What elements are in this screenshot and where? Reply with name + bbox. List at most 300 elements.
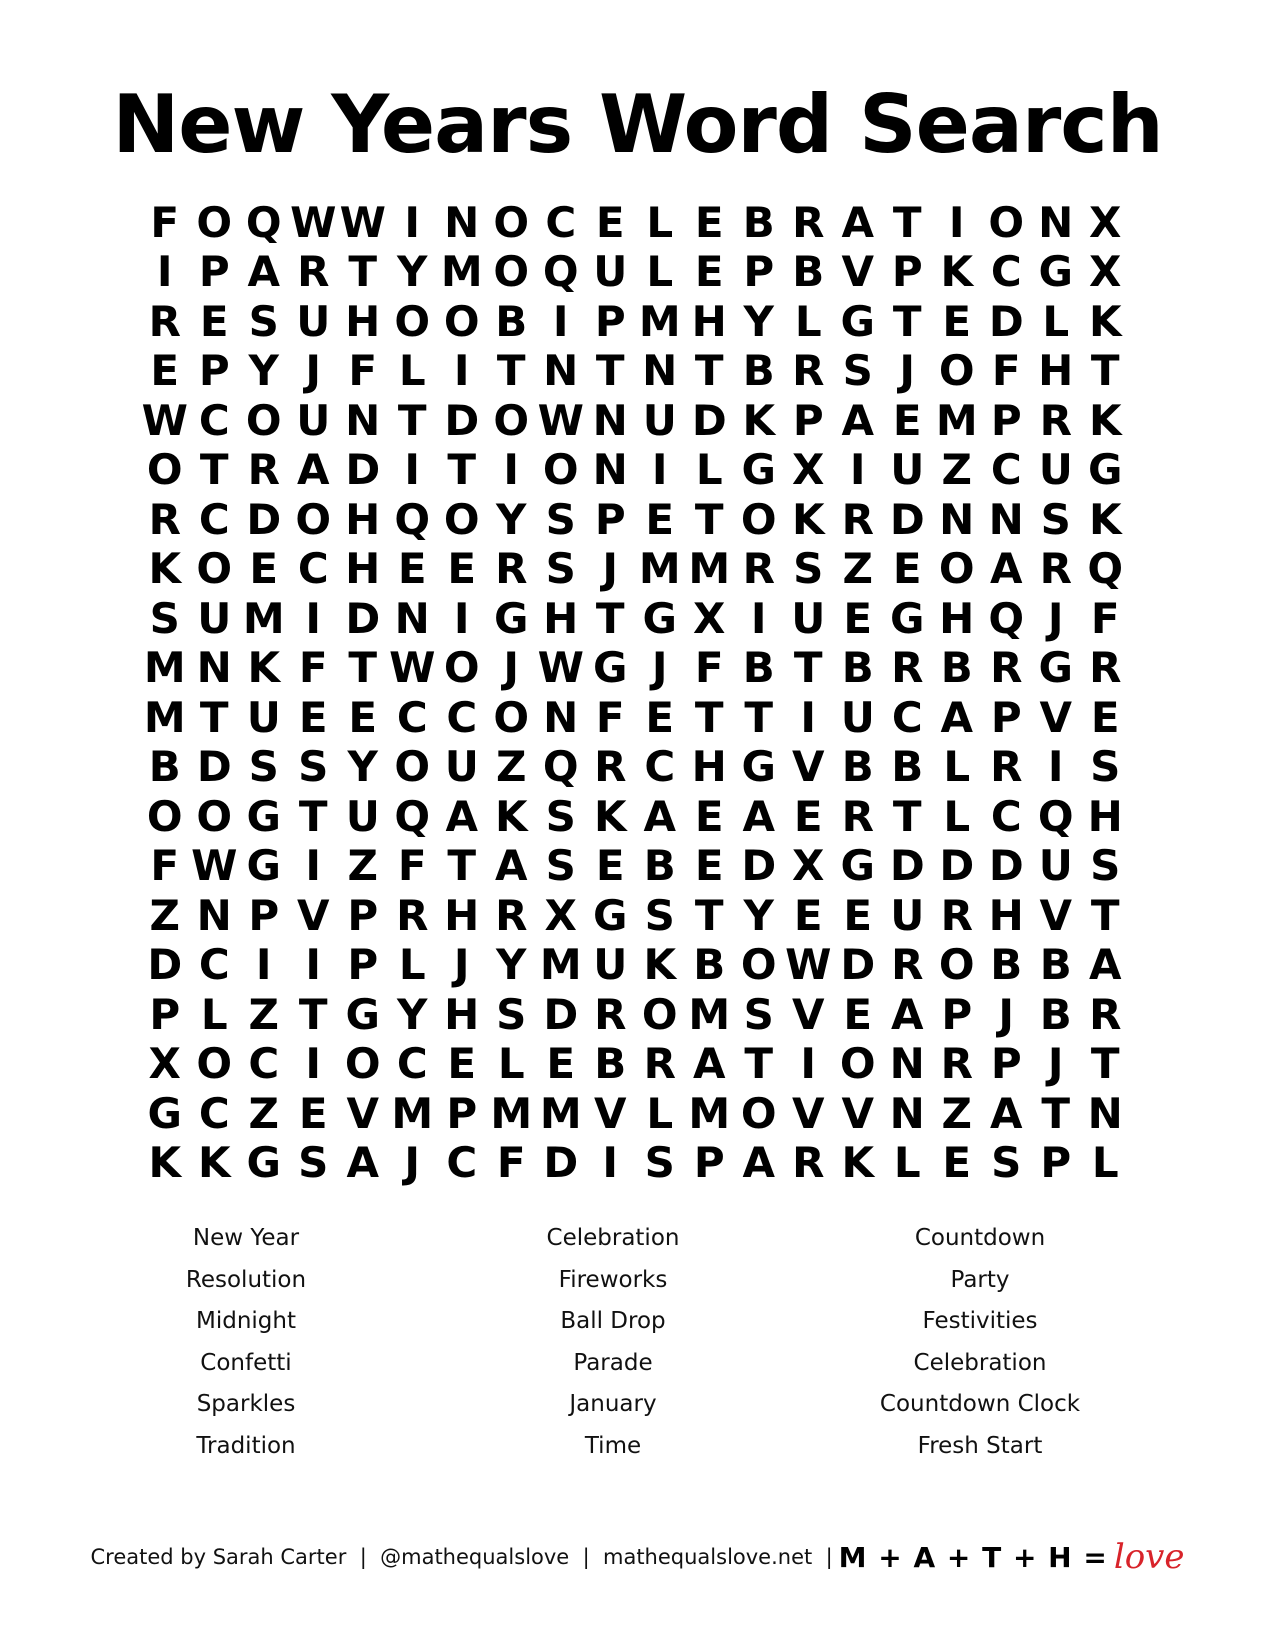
grid-letter: L	[646, 197, 674, 247]
grid-letter: R	[792, 197, 825, 247]
grid-letter: E	[595, 197, 625, 247]
grid-letter: M	[539, 1088, 582, 1138]
grid-letter: T	[744, 692, 774, 742]
grid-letter: Z	[248, 1088, 279, 1138]
grid-letter: B	[1039, 940, 1072, 990]
grid-letter: F	[694, 643, 724, 693]
grid-letter: H	[345, 296, 381, 346]
grid-letter: E	[892, 544, 922, 594]
grid-letter: O	[938, 346, 975, 396]
grid-letter: W	[191, 841, 238, 891]
word-bank-item: Countdown Clock	[879, 1391, 1081, 1417]
grid-letter: E	[348, 692, 378, 742]
grid-letter: G	[246, 1138, 281, 1188]
grid-letter: C	[891, 692, 923, 742]
grid-letter: C	[198, 1088, 230, 1138]
grid-letter: I	[602, 1138, 619, 1188]
grid-letter: S	[298, 1138, 329, 1188]
grid-letter: N	[988, 494, 1024, 544]
grid-letter: H	[1038, 346, 1074, 396]
grid-letter: G	[147, 1088, 182, 1138]
grid-letter: H	[444, 989, 480, 1039]
grid-letter: S	[545, 494, 576, 544]
grid-letter: G	[840, 841, 875, 891]
grid-letter: T	[892, 197, 922, 247]
grid-letter: K	[1088, 296, 1122, 346]
grid-letter: R	[990, 742, 1023, 792]
grid-letter: N	[196, 643, 232, 693]
grid-letter: I	[1047, 742, 1064, 792]
grid-letter: G	[345, 989, 380, 1039]
grid-letter: O	[740, 494, 777, 544]
grid-letter: C	[297, 544, 329, 594]
grid-letter: T	[595, 593, 625, 643]
grid-letter: E	[694, 197, 724, 247]
grid-letter: I	[552, 296, 569, 346]
grid-letter: M	[143, 692, 186, 742]
grid-letter: P	[198, 247, 230, 297]
grid-letter: Y	[397, 247, 428, 297]
grid-letter: C	[396, 692, 428, 742]
word-bank-item: Fireworks	[558, 1266, 668, 1293]
word-bank-item: Sparkles	[196, 1391, 296, 1417]
grid-letter: E	[447, 544, 477, 594]
grid-letter: L	[646, 247, 674, 297]
grid-letter: A	[940, 692, 973, 742]
grid-letter: T	[348, 643, 378, 693]
grid-letter: O	[196, 197, 233, 247]
grid-letter: H	[345, 544, 381, 594]
grid-letter: I	[948, 197, 965, 247]
grid-letter: S	[644, 890, 675, 940]
grid-letter: R	[495, 890, 528, 940]
grid-letter: E	[942, 296, 972, 346]
word-column	[66, 1218, 426, 1467]
grid-letter: T	[595, 346, 625, 396]
grid-letter: T	[447, 445, 477, 495]
grid-letter: E	[843, 890, 873, 940]
grid-letter: G	[1038, 643, 1073, 693]
grid-letter: M	[688, 544, 731, 594]
grid-letter: T	[1090, 890, 1120, 940]
grid-letter: Z	[941, 1088, 972, 1138]
logo-letters: M + A + T + H =	[838, 1540, 1108, 1574]
grid-letter: I	[651, 445, 668, 495]
grid-letter: K	[1088, 494, 1122, 544]
grid-letter: L	[1091, 1138, 1119, 1188]
grid-letter: G	[494, 593, 529, 643]
grid-letter: O	[443, 296, 480, 346]
grid-letter: Y	[496, 940, 527, 990]
grid-letter: P	[198, 346, 230, 396]
grid-letter: P	[1040, 1138, 1072, 1188]
grid-letter: W	[290, 197, 337, 247]
word-bank-item: Celebration	[546, 1225, 680, 1251]
grid-letter: S	[545, 544, 576, 594]
grid-letter: A	[494, 841, 528, 891]
grid-letter: Q	[542, 247, 579, 297]
grid-letter: G	[840, 296, 875, 346]
grid-letter: D	[691, 395, 727, 445]
grid-letter: K	[1088, 395, 1122, 445]
grid-letter: R	[792, 1138, 825, 1188]
grid-letter: B	[940, 643, 973, 693]
grid-letter: C	[990, 445, 1022, 495]
grid-letter: Y	[347, 742, 378, 792]
grid-letter: T	[1090, 346, 1120, 396]
grid-letter: L	[695, 445, 723, 495]
grid-letter: N	[1038, 197, 1074, 247]
grid-letter: N	[939, 494, 975, 544]
grid-letter: E	[199, 296, 229, 346]
grid-letter: E	[645, 494, 675, 544]
grid-letter: A	[841, 395, 874, 445]
grid-letter: C	[248, 1039, 280, 1089]
grid-letter: M	[539, 940, 582, 990]
grid-letter: E	[892, 395, 922, 445]
grid-letter: P	[990, 395, 1022, 445]
grid-letter: S	[1090, 742, 1121, 792]
grid-letter: W	[389, 643, 436, 693]
grid-letter: R	[396, 890, 429, 940]
grid-letter: U	[642, 395, 677, 445]
grid-letter: P	[248, 890, 280, 940]
grid-letter: H	[345, 494, 381, 544]
grid-letter: E	[843, 593, 873, 643]
word-bank-item: Countdown	[914, 1225, 1046, 1251]
grid-letter: L	[398, 940, 426, 990]
grid-letter: O	[493, 197, 530, 247]
grid-letter: C	[198, 395, 230, 445]
grid-letter: V	[296, 890, 330, 940]
grid-letter: O	[938, 940, 975, 990]
grid-letter: V	[1039, 692, 1072, 742]
grid-letter: T	[1090, 1039, 1120, 1089]
grid-letter: R	[594, 742, 627, 792]
grid-letter: O	[542, 445, 579, 495]
grid-letter: U	[840, 692, 875, 742]
grid-letter: S	[793, 544, 824, 594]
letter-grid	[140, 198, 1130, 1188]
grid-letter: X	[792, 841, 825, 891]
grid-letter: V	[841, 1088, 874, 1138]
grid-letter: U	[197, 593, 232, 643]
grid-letter: U	[444, 742, 479, 792]
grid-letter: O	[394, 742, 431, 792]
grid-letter: O	[493, 692, 530, 742]
grid-letter: X	[693, 593, 726, 643]
grid-letter: A	[841, 197, 874, 247]
grid-letter: H	[1087, 791, 1123, 841]
grid-letter: E	[645, 692, 675, 742]
grid-letter: O	[196, 544, 233, 594]
grid-letter: E	[694, 791, 724, 841]
word-bank-item: Tradition	[196, 1432, 296, 1459]
grid-letter: C	[446, 692, 478, 742]
grid-letter: Q	[1087, 544, 1124, 594]
grid-letter: A	[989, 544, 1023, 594]
grid-letter: U	[890, 890, 925, 940]
grid-letter: S	[545, 841, 576, 891]
grid-letter: R	[1089, 643, 1122, 693]
grid-letter: M	[440, 247, 483, 297]
footer-credit: Created by Sarah Carter | @mathequalslove | mathequalslove.net |	[90, 1545, 833, 1569]
grid-letter: M	[688, 1088, 731, 1138]
grid-letter: P	[891, 247, 923, 297]
grid-letter: R	[643, 1039, 676, 1089]
grid-letter: X	[1089, 197, 1122, 247]
grid-letter: T	[397, 395, 427, 445]
grid-letter: R	[891, 940, 924, 990]
grid-letter: Z	[842, 544, 873, 594]
grid-letter: F	[991, 346, 1021, 396]
grid-letter: J	[899, 346, 916, 396]
grid-letter: U	[1038, 445, 1073, 495]
grid-letter: K	[742, 395, 776, 445]
grid-letter: I	[305, 593, 322, 643]
grid-letter: N	[543, 346, 579, 396]
grid-letter: Q	[394, 791, 431, 841]
grid-letter: D	[345, 445, 381, 495]
grid-letter: X	[544, 890, 577, 940]
grid-letter: P	[743, 247, 775, 297]
grid-letter: D	[196, 742, 232, 792]
grid-letter: T	[298, 989, 328, 1039]
grid-letter: S	[743, 989, 774, 1039]
grid-letter: B	[742, 643, 775, 693]
grid-letter: F	[298, 643, 328, 693]
grid-letter: P	[990, 692, 1022, 742]
grid-letter: O	[938, 544, 975, 594]
grid-letter: H	[543, 593, 579, 643]
grid-letter: N	[592, 395, 628, 445]
grid-letter: B	[841, 742, 874, 792]
grid-letter: C	[644, 742, 676, 792]
grid-letter: B	[495, 296, 528, 346]
grid-letter: S	[991, 1138, 1022, 1188]
grid-letter: L	[398, 346, 426, 396]
grid-letter: U	[593, 247, 628, 297]
grid-letter: K	[148, 544, 182, 594]
grid-letter: M	[935, 395, 978, 445]
grid-letter: D	[147, 940, 183, 990]
word-bank-item: Parade	[573, 1349, 653, 1376]
grid-letter: G	[741, 742, 776, 792]
grid-letter: K	[593, 791, 627, 841]
grid-letter: P	[941, 989, 973, 1039]
grid-letter: Q	[988, 593, 1025, 643]
grid-letter: U	[593, 940, 628, 990]
grid-letter: V	[593, 1088, 627, 1138]
grid-letter: T	[892, 296, 922, 346]
grid-letter: T	[1041, 1088, 1071, 1138]
grid-letter: O	[493, 247, 530, 297]
grid-letter: F	[1090, 593, 1120, 643]
grid-letter: I	[404, 197, 421, 247]
grid-letter: A	[742, 791, 775, 841]
grid-letter: U	[345, 791, 380, 841]
grid-letter: M	[242, 593, 285, 643]
grid-letter: A	[989, 1088, 1023, 1138]
grid-letter: K	[148, 1138, 182, 1188]
grid-letter: T	[892, 791, 922, 841]
grid-letter: D	[741, 841, 777, 891]
grid-letter: T	[298, 791, 328, 841]
grid-letter: X	[1089, 247, 1122, 297]
grid-letter: B	[742, 197, 775, 247]
word-bank-item: Celebration	[913, 1349, 1047, 1376]
grid-letter: X	[792, 445, 825, 495]
grid-letter: J	[998, 989, 1015, 1039]
grid-letter: E	[1090, 692, 1120, 742]
grid-letter: R	[742, 544, 775, 594]
grid-letter: A	[445, 791, 478, 841]
grid-letter: V	[791, 989, 825, 1039]
grid-letter: Z	[149, 890, 180, 940]
grid-letter: V	[791, 1088, 825, 1138]
grid-letter: G	[642, 593, 677, 643]
grid-letter: C	[198, 494, 230, 544]
grid-letter: O	[196, 1039, 233, 1089]
grid-letter: N	[196, 890, 232, 940]
grid-letter: O	[443, 643, 480, 693]
grid-letter: H	[691, 296, 727, 346]
grid-letter: M	[638, 296, 681, 346]
grid-letter: U	[791, 593, 826, 643]
grid-letter: J	[602, 544, 619, 594]
grid-letter: I	[453, 593, 470, 643]
grid-letter: W	[339, 197, 386, 247]
grid-letter: N	[889, 1039, 925, 1089]
grid-letter: W	[785, 940, 832, 990]
grid-letter: M	[688, 989, 731, 1039]
grid-letter: D	[345, 593, 381, 643]
grid-letter: C	[446, 1138, 478, 1188]
grid-letter: O	[394, 296, 431, 346]
word-bank-item: Resolution	[185, 1266, 307, 1293]
grid-letter: A	[692, 1039, 726, 1089]
grid-letter: I	[305, 1039, 322, 1089]
word-bank-item: New Year	[192, 1225, 300, 1251]
grid-letter: K	[643, 940, 677, 990]
grid-letter: D	[889, 841, 925, 891]
grid-letter: E	[942, 1138, 972, 1188]
grid-letter: V	[346, 1088, 379, 1138]
grid-letter: N	[642, 346, 678, 396]
grid-letter: R	[148, 494, 181, 544]
grid-letter: N	[444, 197, 480, 247]
grid-letter: H	[939, 593, 975, 643]
grid-letter: U	[890, 445, 925, 495]
grid-letter: C	[990, 247, 1022, 297]
grid-letter: E	[298, 1088, 328, 1138]
grid-letter: W	[141, 395, 188, 445]
grid-letter: B	[1039, 989, 1072, 1039]
grid-letter: S	[298, 742, 329, 792]
grid-letter: D	[988, 296, 1024, 346]
grid-letter: N	[889, 1088, 925, 1138]
grid-letter: D	[543, 989, 579, 1039]
grid-letter: L	[893, 1138, 921, 1188]
grid-letter: N	[345, 395, 381, 445]
grid-letter: O	[196, 791, 233, 841]
grid-letter: E	[150, 346, 180, 396]
grid-letter: H	[988, 890, 1024, 940]
grid-letter: O	[988, 197, 1025, 247]
grid-letter: Z	[941, 445, 972, 495]
grid-letter: I	[849, 445, 866, 495]
grid-letter: C	[990, 791, 1022, 841]
grid-letter: Y	[496, 494, 527, 544]
grid-letter: L	[497, 1039, 525, 1089]
grid-letter: G	[246, 791, 281, 841]
grid-letter: S	[248, 742, 279, 792]
grid-letter: O	[146, 791, 183, 841]
grid-letter: R	[594, 989, 627, 1039]
grid-letter: O	[740, 940, 777, 990]
word-column	[433, 1218, 793, 1467]
grid-letter: G	[1088, 445, 1123, 495]
grid-letter: E	[546, 1039, 576, 1089]
word-bank-item: Midnight	[196, 1308, 296, 1334]
grid-letter: E	[694, 247, 724, 297]
grid-letter: P	[594, 296, 626, 346]
grid-letter: B	[891, 742, 924, 792]
grid-letter: T	[694, 692, 724, 742]
grid-letter: U	[296, 395, 331, 445]
grid-letter: E	[793, 791, 823, 841]
grid-letter: T	[793, 643, 823, 693]
grid-letter: J	[1047, 1039, 1064, 1089]
grid-letter: P	[594, 494, 626, 544]
grid-letter: M	[391, 1088, 434, 1138]
grid-letter: O	[245, 395, 282, 445]
grid-letter: D	[988, 841, 1024, 891]
grid-letter: N	[1087, 1088, 1123, 1138]
grid-letter: F	[150, 841, 180, 891]
grid-letter: A	[296, 445, 330, 495]
grid-letter: S	[149, 593, 180, 643]
grid-letter: U	[296, 296, 331, 346]
grid-letter: R	[841, 494, 874, 544]
grid-letter: I	[453, 346, 470, 396]
grid-letter: Y	[743, 296, 774, 346]
grid-letter: R	[792, 346, 825, 396]
grid-letter: P	[347, 940, 379, 990]
grid-letter: L	[943, 791, 971, 841]
page-title: New Years Word Search	[112, 78, 1163, 171]
grid-letter: P	[446, 1088, 478, 1138]
grid-letter: N	[592, 445, 628, 495]
grid-letter: F	[348, 346, 378, 396]
grid-letter: V	[841, 247, 874, 297]
grid-letter: L	[646, 1088, 674, 1138]
grid-letter: K	[247, 643, 281, 693]
grid-letter: C	[545, 197, 577, 247]
grid-letter: R	[297, 247, 330, 297]
grid-letter: I	[503, 445, 520, 495]
grid-letter: R	[940, 1039, 973, 1089]
grid-letter: J	[1047, 593, 1064, 643]
grid-letter: Q	[1037, 791, 1074, 841]
word-bank-item: Festivities	[922, 1308, 1038, 1334]
grid-letter: L	[943, 742, 971, 792]
grid-letter: Y	[397, 989, 428, 1039]
grid-letter: S	[248, 296, 279, 346]
grid-letter: Y	[743, 890, 774, 940]
grid-letter: B	[841, 643, 874, 693]
grid-letter: F	[496, 1138, 526, 1188]
